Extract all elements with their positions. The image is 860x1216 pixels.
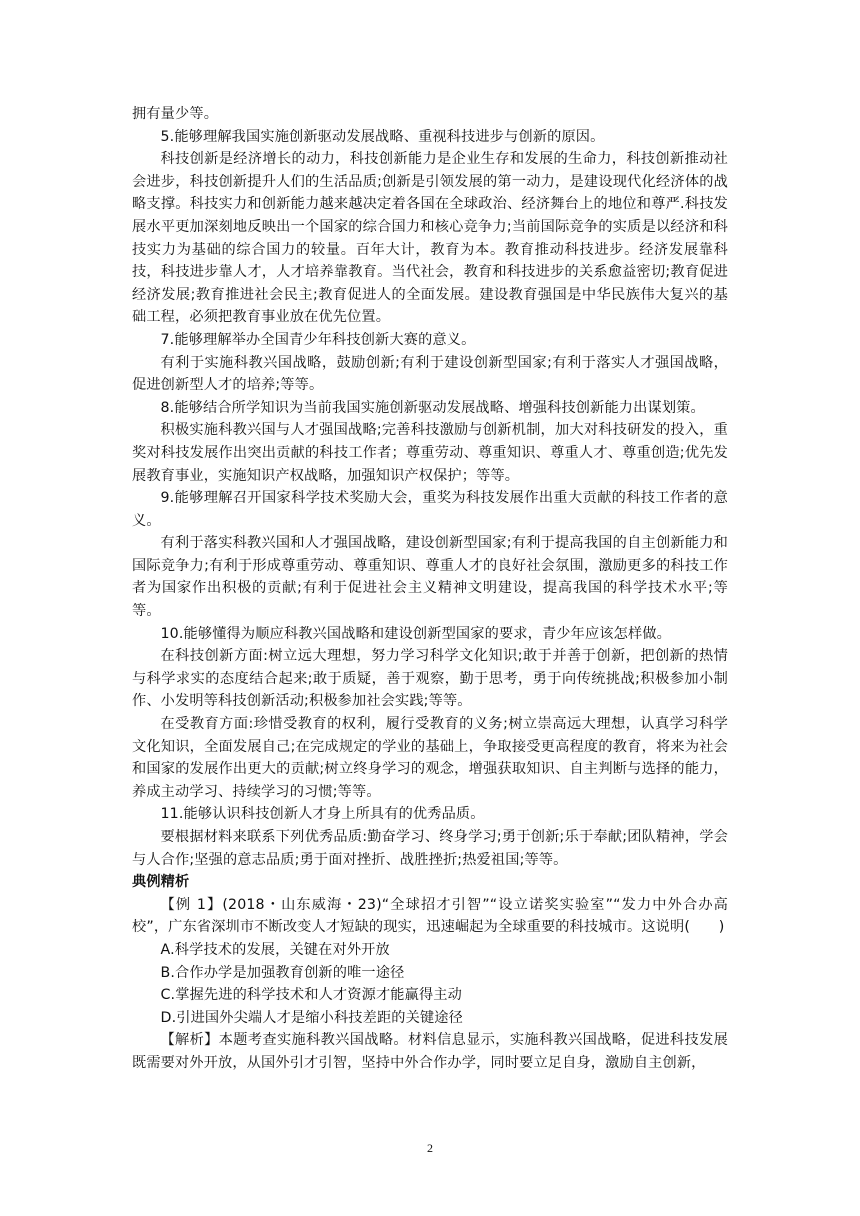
- paragraph: 有利于落实科教兴国和人才强国战略，建设创新型国家;有利于提高我国的自主创新能力和国际竞争力;有利于形成尊重劳动、尊重知识、尊重人才的良好社会氛围，激励更多的科技工作者为国家作出积极的贡献;有利于促进社会主义精神文明建设，提高我国的科学技术水平;等等。: [132, 535, 728, 620]
- answer-option-c: C.掌握先进的科学技术和人才资源才能赢得主动: [160, 987, 462, 1004]
- paragraph: 要根据材料来联系下列优秀品质:勤奋学习、终身学习;勇于创新;乐于奉献;团队精神，学会与人合作;坚强的意志品质;勇于面对挫折、战胜挫折;热爱祖国;等等。: [132, 829, 728, 868]
- page-number: 2: [427, 1141, 433, 1155]
- section-title: 典例精析: [132, 874, 190, 891]
- paragraph: 科技创新是经济增长的动力，科技创新能力是企业生存和发展的生命力，科技创新推动社会进步，科技创新提升人们的生活品质;创新是引领发展的第一动力，是建设现代化经济体的战略支撑。科技实力和创新能力越来越决定着各国在全球政治、经济舞台上的地位和尊严.科技发展水平更加深刻地反映出一个国家的综合国力和核心竞争力;当前国际竞争的实质是以经济和科技实力为基础的综合国力的较量。百年大计，教育为本。教育推动科技进步。经济发展靠科技，科技进步靠人才，人才培养靠教育。当代社会，教育和科技进步的关系愈益密切;教育促进经济发展;教育推进社会民主;教育促进人的全面发展。建设教育强国是中华民族伟大复兴的基础工程，必须把教育事业放在优先位置。: [132, 151, 728, 326]
- page-content: [132, 103, 728, 1075]
- paragraph: 8.能够结合所学知识为当前我国实施创新驱动发展战略、增强科技创新能力出谋划策。: [160, 399, 705, 416]
- example-question: 【例 1】(2018・山东威海・23)“全球招才引智”“设立诺奖实验室”“发力中外合办高校”，广东省深圳市不断改变人才短缺的现实，迅速崛起为全球重要的科技城市。这说明( ): [132, 896, 728, 936]
- paragraph: 7.能够理解举办全国青少年科技创新大赛的意义。: [160, 331, 476, 348]
- answer-option-b: B.合作办学是加强教育创新的唯一途径: [160, 964, 405, 981]
- paragraph: 在科技创新方面:树立远大理想，努力学习科学文化知识;敢于并善于创新，把创新的热情与科学求实的态度结合起来;敢于质疑，善于观察，勤于思考，勇于向传统挑战;积极参加小制作、小发明等科技创新活动;积极参加社会实践;等等。: [132, 648, 728, 710]
- answer-option-a: A.科学技术的发展，关键在对外开放: [160, 941, 390, 958]
- paragraph: 10.能够懂得为顺应科教兴国战略和建设创新型国家的要求，青少年应该怎样做。: [160, 625, 671, 642]
- paragraph: 11.能够认识科技创新人才身上所具有的优秀品质。: [160, 806, 485, 823]
- analysis-paragraph: 【解析】本题考查实施科教兴国战略。材料信息显示，实施科教兴国战略，促进科技发展既需要对外开放，从国外引才引智，坚持中外合作办学，同时要立足自身，激励自主创新，: [132, 1032, 728, 1071]
- paragraph: 在受教育方面:珍惜受教育的权利，履行受教育的义务;树立崇高远大理想，认真学习科学文化知识，全面发展自己;在完成规定的学业的基础上，争取接受更高程度的教育，将来为社会和国家的发展作出更大的贡献;树立终身学习的观念，增强获取知识、自主判断与选择的能力，养成主动学习、持续学习的习惯;等等。: [132, 716, 728, 800]
- paragraph: 有利于实施科教兴国战略，鼓励创新;有利于建设创新型国家;有利于落实人才强国战略，促进创新型人才的培养;等等。: [132, 354, 728, 394]
- paragraph: 拥有量少等。: [132, 106, 219, 122]
- answer-option-d: D.引进国外尖端人才是缩小科技差距的关键途径: [160, 1009, 463, 1026]
- paragraph: 5.能够理解我国实施创新驱动发展战略、重视科技进步与创新的原因。: [160, 128, 605, 145]
- paragraph: 积极实施科教兴国与人才强国战略;完善科技激励与创新机制，加大对科技研发的投入，重奖对科技发展作出突出贡献的科技工作者；尊重劳动、尊重知识、尊重人才、尊重创造;优先发展教育事业，实施知识产权战略，加强知识产权保护；等等。: [132, 422, 728, 484]
- paragraph: 9.能够理解召开国家科学技术奖励大会，重奖为科技发展作出重大贡献的科技工作者的意义。: [132, 490, 728, 529]
